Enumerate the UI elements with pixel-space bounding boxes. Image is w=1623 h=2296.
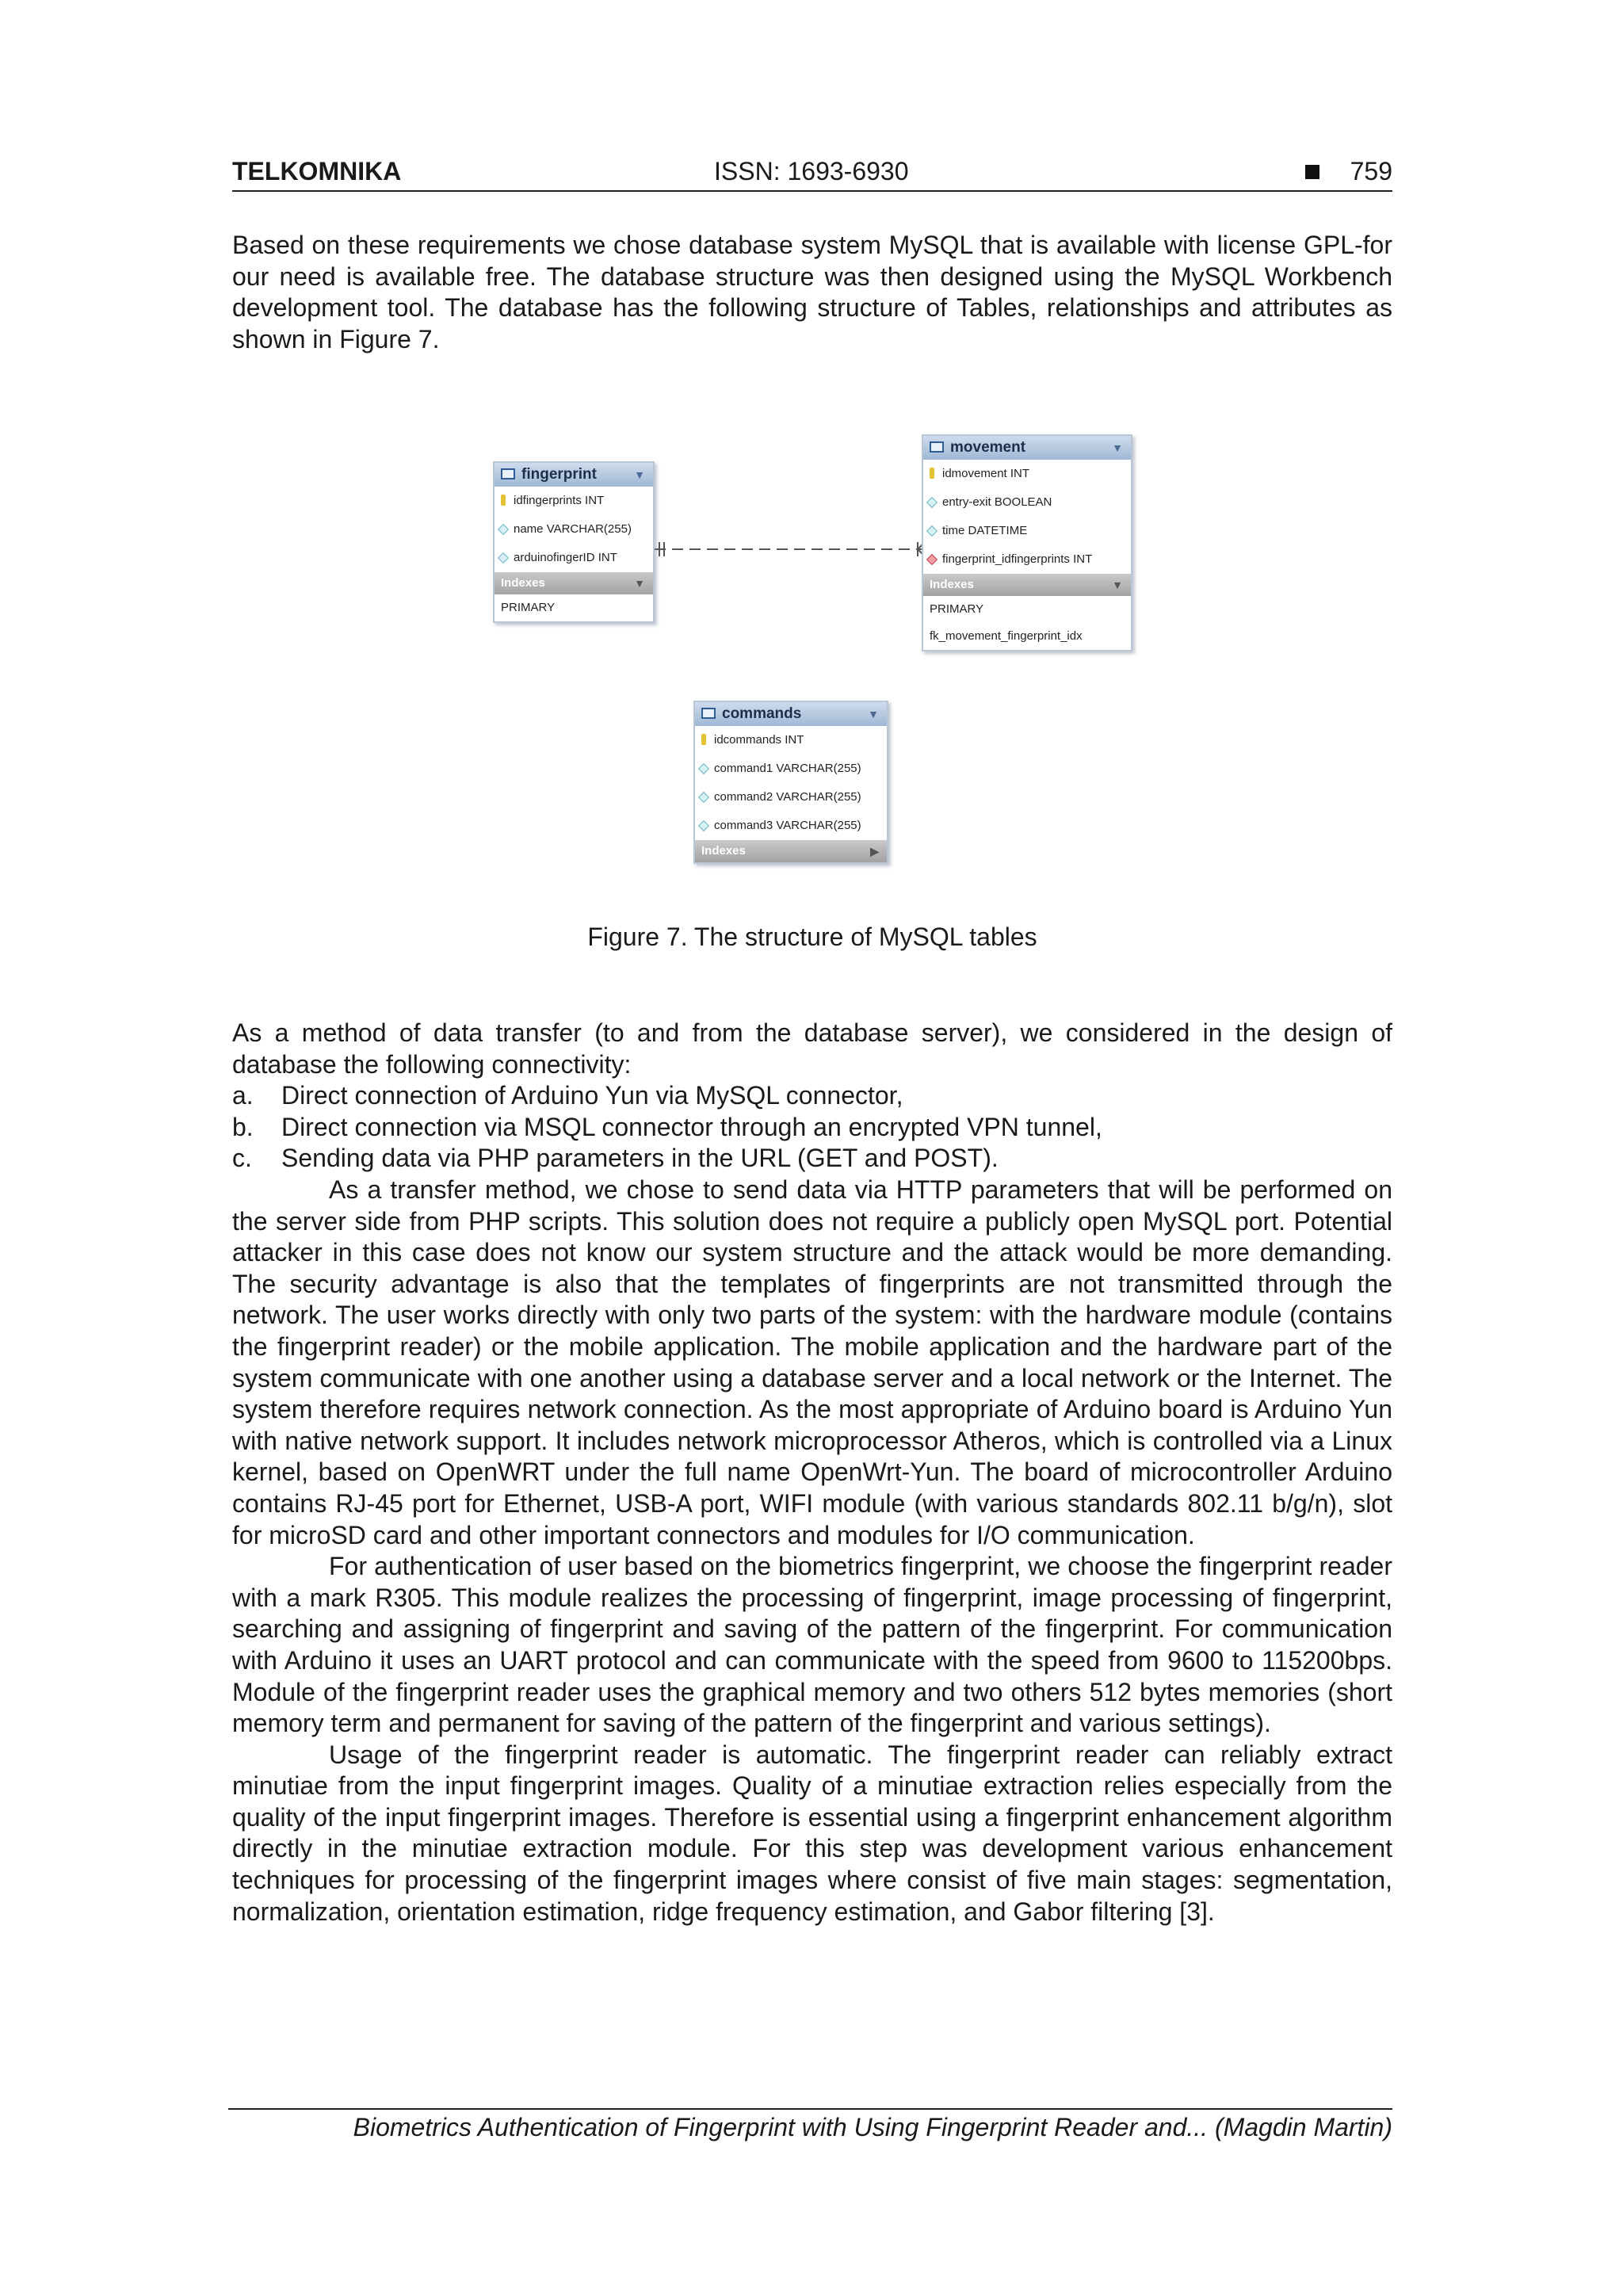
column-label: idcommands INT [714,733,804,747]
foreign-key-icon [926,554,938,565]
column-label: entry-exit BOOLEAN [942,495,1052,509]
er-diagram [483,428,1141,888]
journal-name: TELKOMNIKA [232,157,402,185]
list-item [232,1080,1392,1112]
square-bullet-icon [1305,165,1319,179]
list-marker: c. [232,1144,252,1173]
list-item [232,1143,1392,1175]
table-title: fingerprint [521,466,597,483]
transfer-paragraph: As a transfer method, we chose to send data via HTTP parameters that will be performed on the server side from PHP scripts. This solution does not require a publicly open MySQL port. Potential attacker in this case does not know our system structure and the attack would be more demanding. The security advantage is also that the templates of fingerprints are not transmitted through the network. The user works directly with only two parts of the system: with the hardware module (contains the fingerprint reader) or the mobile application. The mobile application and the hardware part of the system communicate with one another using a database server and a local network or the Internet. The system therefore requires network connection. As the most appropriate of Arduino board is Arduino Yun with native network support. It includes network microprocessor Atheros, which is controlled via a Linux kernel, based on OpenWRT under the full name OpenWrt-Yun. The board of microcontroller Arduino contains RJ-45 port for Ethernet, USB-A port, WIFI module (with various standards 802.11 b/g/n), slot for microSD card and other important connectors and modules for I/O communication. [232,1175,1392,1549]
dropdown-arrow-icon: ▼ [1112,579,1123,591]
dropdown-arrow-icon: ▼ [634,468,645,481]
table-column [695,726,887,755]
column-diamond-icon [498,552,509,563]
movement-table [922,434,1132,651]
list-item [232,1112,1392,1144]
table-column [923,517,1131,545]
column-label: command1 VARCHAR(255) [714,762,861,775]
primary-key-icon [930,468,934,479]
column-label: command3 VARCHAR(255) [714,819,861,832]
column-label: fingerprint_idfingerprints INT [942,552,1093,566]
table-header [495,463,653,487]
column-label: arduinofingerID INT [514,551,617,564]
index-row: fk_movement_fingerprint_idx [930,629,1083,643]
indexes-label: Indexes [501,576,545,590]
index-row: PRIMARY [930,602,984,616]
table-column [495,487,653,515]
column-label: name VARCHAR(255) [514,522,632,536]
footer-text: Biometrics Authentication of Fingerprint with Using Fingerprint Reader and... (Magdin Martin) [353,2113,1392,2141]
page-number: 759 [1350,157,1392,185]
column-label: time DATETIME [942,524,1028,537]
table-header [695,702,887,726]
column-diamond-icon [698,763,709,774]
body-paragraphs [232,1175,1392,1927]
index-row: PRIMARY [501,601,556,614]
dropdown-arrow-icon: ▼ [1112,441,1123,454]
list-text: Direct connection via MSQL connector through an encrypted VPN tunnel, [281,1112,1102,1141]
column-diamond-icon [926,525,938,537]
indexes-label: Indexes [930,578,974,591]
column-label: idmovement INT [942,467,1030,480]
table-column [695,755,887,783]
intro-paragraph [232,230,1392,355]
indexes-header [695,840,887,862]
indexes-header [923,574,1131,596]
table-column [495,515,653,544]
table-icon [701,708,716,719]
running-header [232,155,1392,192]
primary-key-icon [501,495,506,506]
table-column [923,545,1131,574]
table-header [923,436,1131,460]
commands-table [693,701,888,864]
column-diamond-icon [698,792,709,803]
usage-paragraph: Usage of the fingerprint reader is automatic. The fingerprint reader can reliably extract minutiae from the input fingerprint images. Quality of a minutiae extraction relies especially from the quality of the input fingerprint images. Therefore is essential using a fingerprint enhancement algorithm directly in the minutiae extraction module. For this step was development various enhancement techniques for processing of the fingerprint images where consist of five main stages: segmentation, normalization, orientation estimation, ridge frequency estimation, and Gabor filtering [3]. [232,1740,1392,1926]
list-marker: a. [232,1081,254,1110]
column-diamond-icon [498,524,509,535]
list-text: Direct connection of Arduino Yun via MySQL connector, [281,1081,903,1110]
dropdown-arrow-icon: ▼ [868,708,879,720]
table-column [695,783,887,812]
auth-paragraph: For authentication of user based on the biometrics fingerprint, we choose the fingerprint reader with a mark R305. This module realizes the processing of fingerprint, image processing of fingerprint, searching and assigning of fingerprint and saving of the pattern of the fingerprint. For communication with Arduino it uses an UART protocol and can communicate with the speed from 9600 to 115200bps. Module of the fingerprint reader uses the graphical memory and two others 512 bytes memories (short memory term and permanent for saving of the pattern of the fingerprint and various settings). [232,1552,1392,1738]
column-diamond-icon [926,497,938,508]
column-label: command2 VARCHAR(255) [714,790,861,804]
issn: ISSN: 1693-6930 [714,157,909,185]
list-marker: b. [232,1112,254,1141]
table-column [923,460,1131,488]
table-title: commands [722,705,802,722]
table-column [695,812,887,840]
indexes-header [495,572,653,594]
column-diamond-icon [698,820,709,831]
connectivity-list [232,1080,1392,1175]
table-title: movement [950,439,1026,456]
table-icon [930,441,944,453]
indexes-label: Indexes [701,844,746,858]
dropdown-arrow-icon: ▼ [634,577,645,590]
table-icon [501,468,515,479]
fingerprint-table [493,461,655,623]
list-text: Sending data via PHP parameters in the URL (GET and POST). [281,1144,999,1173]
intro-text: Based on these requirements we chose database system MySQL that is available with license GPL-for our need is available free. The database structure was then designed using the MySQL Workbench development tool. The database has the following structure of Tables, relationships and attributes as shown in Figure 7. [232,231,1392,353]
running-footer [228,2108,1392,2141]
method-text: As a method of data transfer (to and from the database server), we considered in the design of database the following connectivity: [232,1018,1392,1079]
method-paragraph [232,1018,1392,1080]
figure-caption: Figure 7. The structure of MySQL tables [587,923,1037,951]
table-column [495,544,653,572]
table-column [923,488,1131,517]
column-label: idfingerprints INT [514,494,605,507]
expand-arrow-icon: ▶ [870,845,879,858]
primary-key-icon [701,734,706,745]
